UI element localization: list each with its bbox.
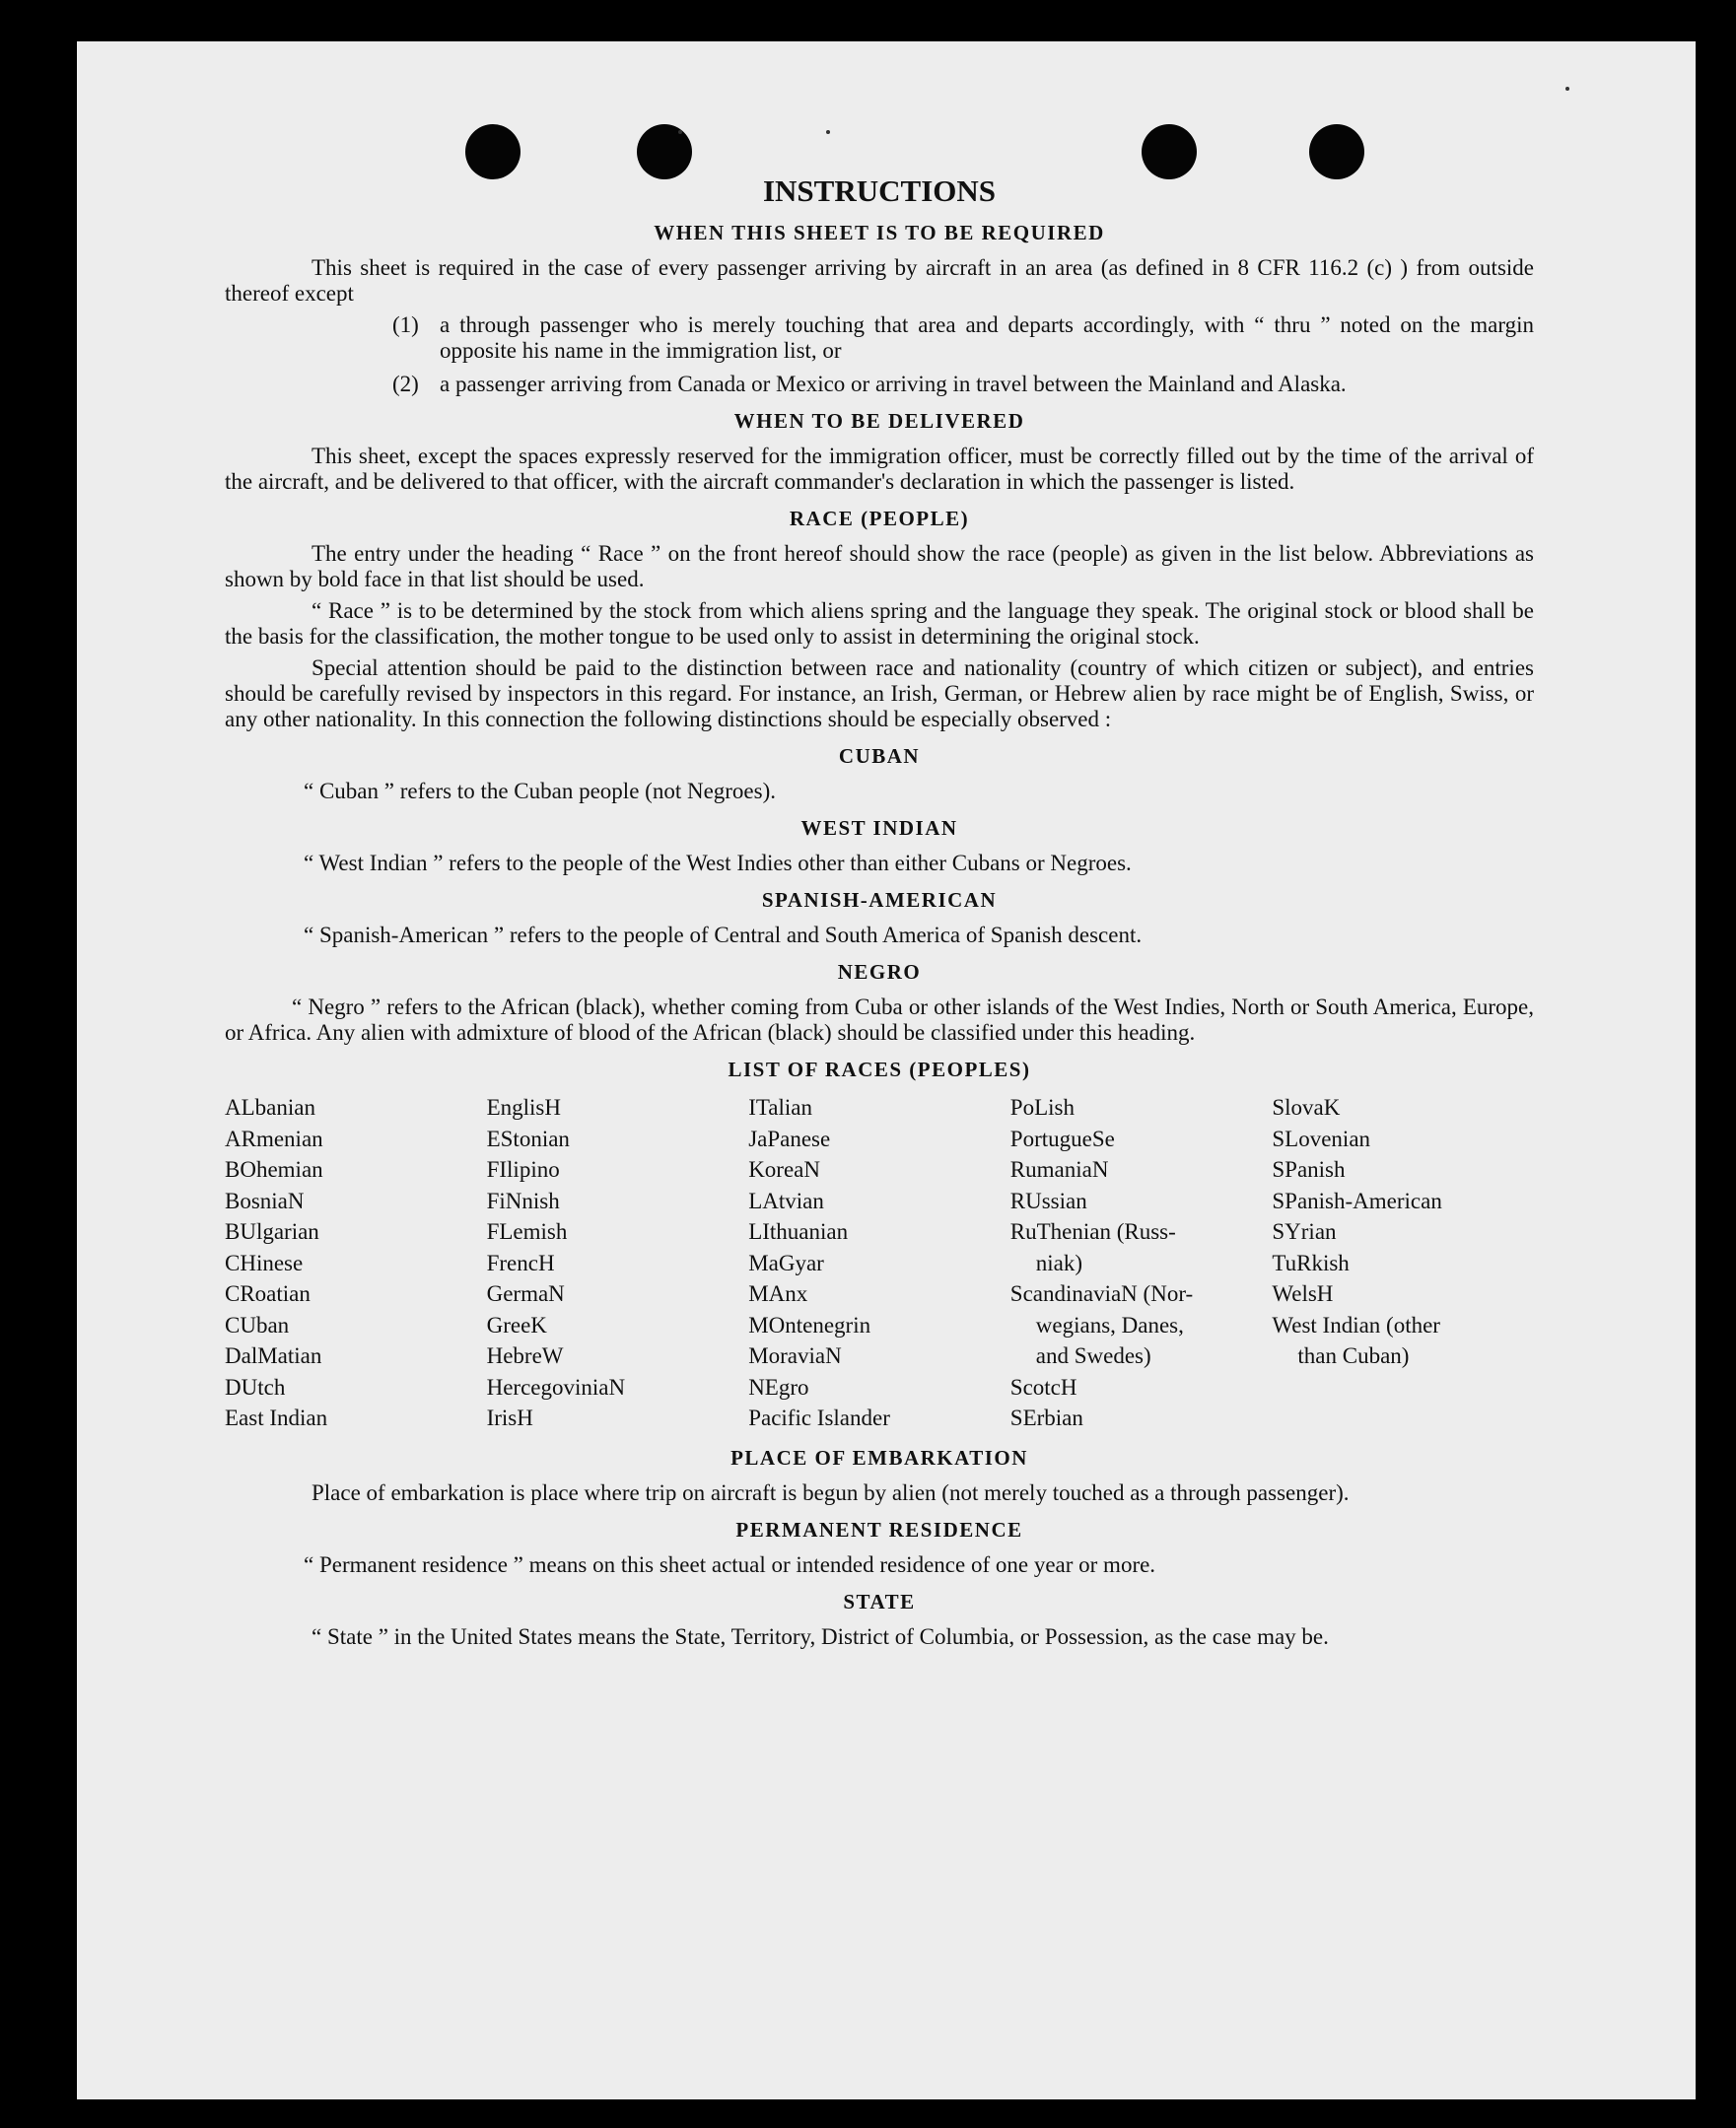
section-heading-list: LIST OF RACES (PEOPLES) xyxy=(728,1058,1031,1081)
race-entry: MAnx xyxy=(748,1281,808,1306)
race-entry: HercegoviniaN xyxy=(486,1374,626,1400)
race-entry: SPanish-American xyxy=(1272,1188,1442,1213)
race-entry: FiNnish xyxy=(486,1188,560,1213)
race-entry: MoraviaN xyxy=(748,1343,842,1368)
race-entry: SYrian xyxy=(1272,1219,1337,1244)
race-entry: West Indian (other xyxy=(1272,1312,1440,1338)
exception-text: a through passenger who is merely touching that area and departs accordingly, with “ thru ” noted on the margin opposite his name in the immigration list, or xyxy=(440,312,1534,363)
race-entry: than Cuban) xyxy=(1297,1343,1410,1368)
race-entry: JaPanese xyxy=(748,1126,831,1151)
race-paragraph: Special attention should be paid to the distinction between race and nationality (country of which citizen or subject), and entries should be carefully revised by inspectors in this regard. For instance, an Irish, German, or Hebrew alien by race might be of English, Swiss, or any other nationality. In this connection the following distinctions should be especially observed : xyxy=(225,655,1534,731)
race-entry: FIlipino xyxy=(486,1157,560,1182)
residence-definition: “ Permanent residence ” means on this sheet actual or intended residence of one year or more. xyxy=(304,1551,1156,1577)
race-entry: HebreW xyxy=(486,1343,564,1368)
exception-item xyxy=(392,312,1534,364)
race-entry: SErbian xyxy=(1009,1406,1083,1430)
cuban-definition: “ Cuban ” refers to the Cuban people (not Negroes). xyxy=(304,779,777,803)
race-entry: PortugueSe xyxy=(1009,1126,1115,1151)
race-entry: LAtvian xyxy=(748,1188,824,1213)
paper-speck xyxy=(678,130,682,134)
race-entry: IrisH xyxy=(486,1406,533,1430)
race-column xyxy=(1272,1092,1534,1434)
race-paragraph: “ Race ” is to be determined by the stock from which aliens spring and the language they speak. The original stock or blood shall be the basis for the classification, the mother tongue to be used only to assist in determining the original stock. xyxy=(225,598,1534,649)
race-entry: East Indian xyxy=(225,1406,328,1430)
race-entry: BUlgarian xyxy=(225,1219,319,1244)
race-entry: MOntenegrin xyxy=(748,1312,871,1338)
section-heading-race: RACE (PEOPLE) xyxy=(789,507,970,530)
required-intro: This sheet is required in the case of every passenger arriving by aircraft in an area (as defined in 8 CFR 116.2 (c) ) from outside thereof except xyxy=(225,255,1534,306)
race-entry: LIthuanian xyxy=(748,1219,849,1244)
exception-number: (2) xyxy=(392,372,419,396)
race-entry: GermaN xyxy=(486,1281,565,1306)
race-entry: CUban xyxy=(225,1312,290,1338)
race-column xyxy=(748,1092,1010,1434)
embarkation-text: Place of embarkation is place where trip on aircraft is begun by alien (not merely touched as a through passenger). xyxy=(312,1479,1350,1505)
race-entry: Pacific Islander xyxy=(748,1406,890,1430)
delivered-text: This sheet, except the spaces expressly reserved for the immigration officer, must be correctly filled out by the time of the arrival of the aircraft, and be delivered to that officer, with the aircraft commander's declaration in which the passenger is listed. xyxy=(225,444,1534,494)
race-entry: RUssian xyxy=(1009,1188,1087,1213)
race-entry: ScandinaviaN (Nor- xyxy=(1009,1281,1194,1306)
spanish-american-definition: “ Spanish-American ” refers to the people of Central and South America of Spanish descent. xyxy=(304,923,1143,947)
race-entry: FrencH xyxy=(486,1250,555,1275)
section-heading-negro: NEGRO xyxy=(837,960,922,984)
race-entry: wegians, Danes, xyxy=(1035,1312,1184,1338)
section-heading-spanish-american: SPANISH-AMERICAN xyxy=(761,888,998,912)
paper-speck xyxy=(826,130,830,134)
section-heading-delivered: WHEN TO BE DELIVERED xyxy=(733,409,1025,433)
race-paragraph: The entry under the heading “ Race ” on the front hereof should show the race (people) as given in the list below. Abbreviations as shown by bold face in that list should be used. xyxy=(225,541,1534,591)
race-entry: TuRkish xyxy=(1272,1250,1350,1275)
race-entry: CHinese xyxy=(225,1250,304,1275)
race-entry: ARmenian xyxy=(225,1126,323,1151)
race-entry: niak) xyxy=(1035,1250,1083,1275)
race-entry: RumaniaN xyxy=(1009,1157,1109,1182)
race-entry: CRoatian xyxy=(225,1281,311,1306)
section-heading-embarkation: PLACE OF EMBARKATION xyxy=(730,1445,1028,1470)
race-entry: MaGyar xyxy=(748,1250,824,1275)
race-entry: EnglisH xyxy=(486,1095,561,1120)
race-entry: ITalian xyxy=(748,1095,812,1120)
section-heading-required: WHEN THIS SHEET IS TO BE REQUIRED xyxy=(654,221,1105,244)
race-list xyxy=(225,1092,1534,1434)
west-indian-definition: “ West Indian ” refers to the people of the West Indies other than either Cubans or Negroes. xyxy=(304,851,1132,875)
race-entry: RuThenian (Russ- xyxy=(1009,1219,1176,1244)
race-entry: SlovaK xyxy=(1272,1095,1341,1120)
race-entry: SPanish xyxy=(1272,1157,1346,1182)
race-entry: WelsH xyxy=(1272,1281,1334,1306)
race-entry: KoreaN xyxy=(748,1157,820,1182)
section-heading-state: STATE xyxy=(843,1589,916,1613)
negro-definition: “ Negro ” refers to the African (black), whether coming from Cuba or other islands of the West Indies, North or South America, Europe, or Africa. Any alien with admixture of blood of the African (black) should be classified under this heading. xyxy=(225,995,1534,1045)
race-entry: NEgro xyxy=(748,1374,809,1400)
section-heading-residence: PERMANENT RESIDENCE xyxy=(735,1517,1023,1542)
exception-number: (1) xyxy=(392,312,419,337)
paper-speck xyxy=(1565,87,1569,91)
race-entry: BOhemian xyxy=(225,1157,323,1182)
state-definition: “ State ” in the United States means the State, Territory, District of Columbia, or Possession, as the case may be. xyxy=(312,1623,1329,1649)
race-entry: EStonian xyxy=(486,1126,570,1151)
race-entry: and Swedes) xyxy=(1035,1343,1151,1368)
section-heading-cuban: CUBAN xyxy=(838,744,921,768)
race-column xyxy=(225,1092,487,1434)
race-entry: ALbanian xyxy=(225,1095,315,1120)
section-heading-west-indian: WEST INDIAN xyxy=(800,816,958,840)
exception-item xyxy=(392,372,1534,397)
page-title: INSTRUCTIONS xyxy=(762,173,996,208)
race-entry: PoLish xyxy=(1009,1095,1075,1120)
race-entry: GreeK xyxy=(486,1312,547,1338)
race-entry: DalMatian xyxy=(225,1343,322,1368)
race-entry: ScotcH xyxy=(1009,1374,1077,1400)
race-entry: FLemish xyxy=(486,1219,568,1244)
exception-text: a passenger arriving from Canada or Mexico or arriving in travel between the Mainland and Alaska. xyxy=(440,372,1347,396)
race-entry: DUtch xyxy=(225,1374,286,1400)
race-entry: BosniaN xyxy=(225,1188,305,1213)
instructions-content xyxy=(225,168,1534,1656)
race-column xyxy=(487,1092,749,1434)
race-entry: SLovenian xyxy=(1272,1126,1371,1151)
race-column xyxy=(1010,1092,1273,1434)
